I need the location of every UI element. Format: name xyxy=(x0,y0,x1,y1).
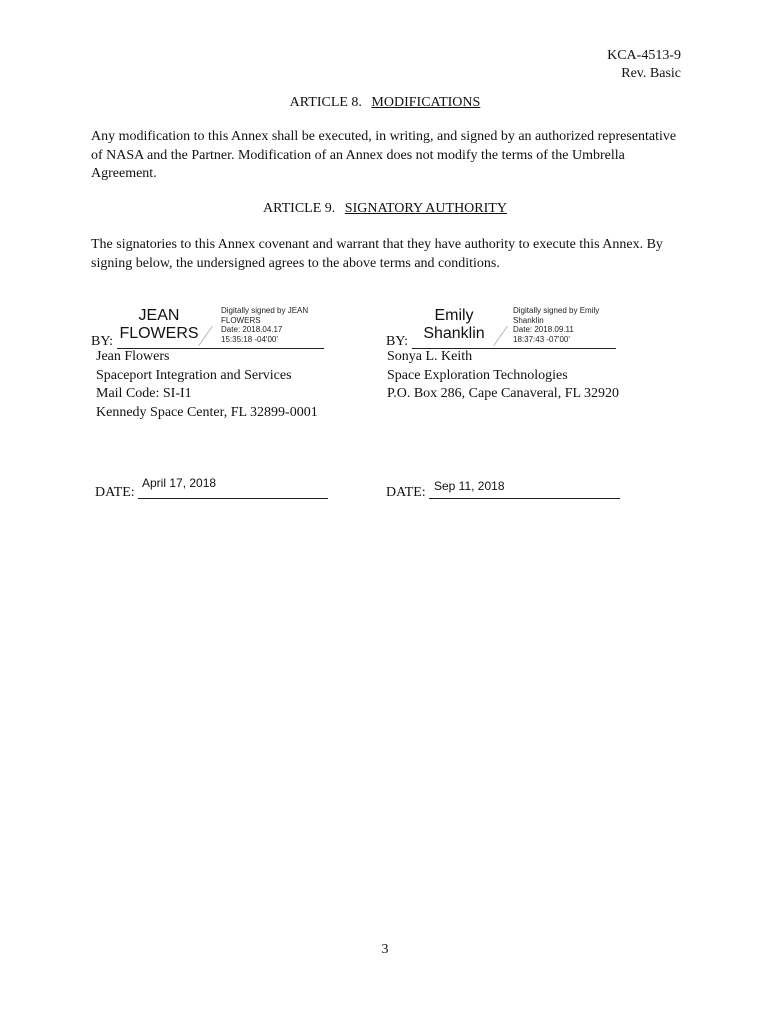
document-revision: Rev. Basic xyxy=(621,66,681,81)
right-digital-line3: Date: 2018.09.11 xyxy=(513,325,574,334)
left-signature-block xyxy=(91,304,331,354)
article-9-title: SIGNATORY AUTHORITY xyxy=(344,201,507,216)
right-signatory-name: Sonya L. Keith xyxy=(387,349,473,364)
left-date-block xyxy=(95,476,335,502)
right-date-value: Sep 11, 2018 xyxy=(434,479,505,493)
left-digital-line4: 15:35:18 -04'00' xyxy=(221,334,278,344)
document-header xyxy=(607,47,681,83)
right-digital-signature-details xyxy=(513,306,628,344)
left-date-label: DATE: xyxy=(95,485,135,500)
right-signature-line2: Shanklin xyxy=(423,325,485,342)
left-signatory-address2: Kennedy Space Center, FL 32899-0001 xyxy=(96,404,318,420)
right-digital-line4: 18:37:43 -07'00' xyxy=(513,334,570,344)
page-number: 3 xyxy=(381,942,389,957)
right-signature-block xyxy=(386,304,626,354)
left-signatory-org: Spaceport Integration and Services xyxy=(96,367,292,383)
left-date-value: April 17, 2018 xyxy=(142,476,217,490)
right-date-label: DATE: xyxy=(386,485,426,500)
left-by-label: BY: xyxy=(91,334,114,349)
left-signature-image xyxy=(115,307,203,343)
left-signature-line2: FLOWERS xyxy=(119,325,199,342)
left-date-line xyxy=(138,498,328,499)
right-signature-image xyxy=(412,307,496,343)
right-signatory-info xyxy=(387,348,619,404)
right-signatory-address1: P.O. Box 286, Cape Canaveral, FL 32920 xyxy=(387,386,620,401)
right-by-label: BY: xyxy=(386,334,409,349)
left-digital-signature-details xyxy=(221,306,336,344)
left-digital-line2: FLOWERS xyxy=(221,315,261,325)
right-signatory-org: Space Exploration Technologies xyxy=(387,367,568,383)
left-digital-line1: Digitally signed by JEAN xyxy=(221,306,309,315)
article-8-number: ARTICLE 8. xyxy=(289,95,362,110)
right-signature-line1: Emily xyxy=(434,307,474,324)
right-date-block xyxy=(386,476,626,502)
left-signatory-info xyxy=(96,348,318,422)
article-9-heading xyxy=(0,201,770,217)
article-9-body: The signatories to this Annex covenant and warrant that they have authority to execute this Annex. By signing below, the undersigned agrees to the above terms and conditions. xyxy=(91,237,663,271)
left-signatory-name: Jean Flowers xyxy=(96,349,170,364)
article-8-heading xyxy=(0,95,770,111)
left-digital-line3: Date: 2018.04.17 xyxy=(221,325,283,334)
article-9-number: ARTICLE 9. xyxy=(263,201,336,216)
right-digital-line1: Digitally signed by Emily xyxy=(513,306,600,315)
article-8-body: Any modification to this Annex shall be executed, in writing, and signed by an authorized representative of NASA and the Partner. Modification of an Annex does not modify the terms of the Umbrella Agreement. xyxy=(91,129,677,181)
left-signatory-address1: Mail Code: SI-I1 xyxy=(96,386,192,401)
right-date-line xyxy=(429,498,620,499)
article-8-title: MODIFICATIONS xyxy=(371,95,481,110)
right-digital-line2: Shanklin xyxy=(513,315,544,325)
left-signature-line1: JEAN xyxy=(138,307,180,324)
document-id: KCA-4513-9 xyxy=(607,48,681,63)
